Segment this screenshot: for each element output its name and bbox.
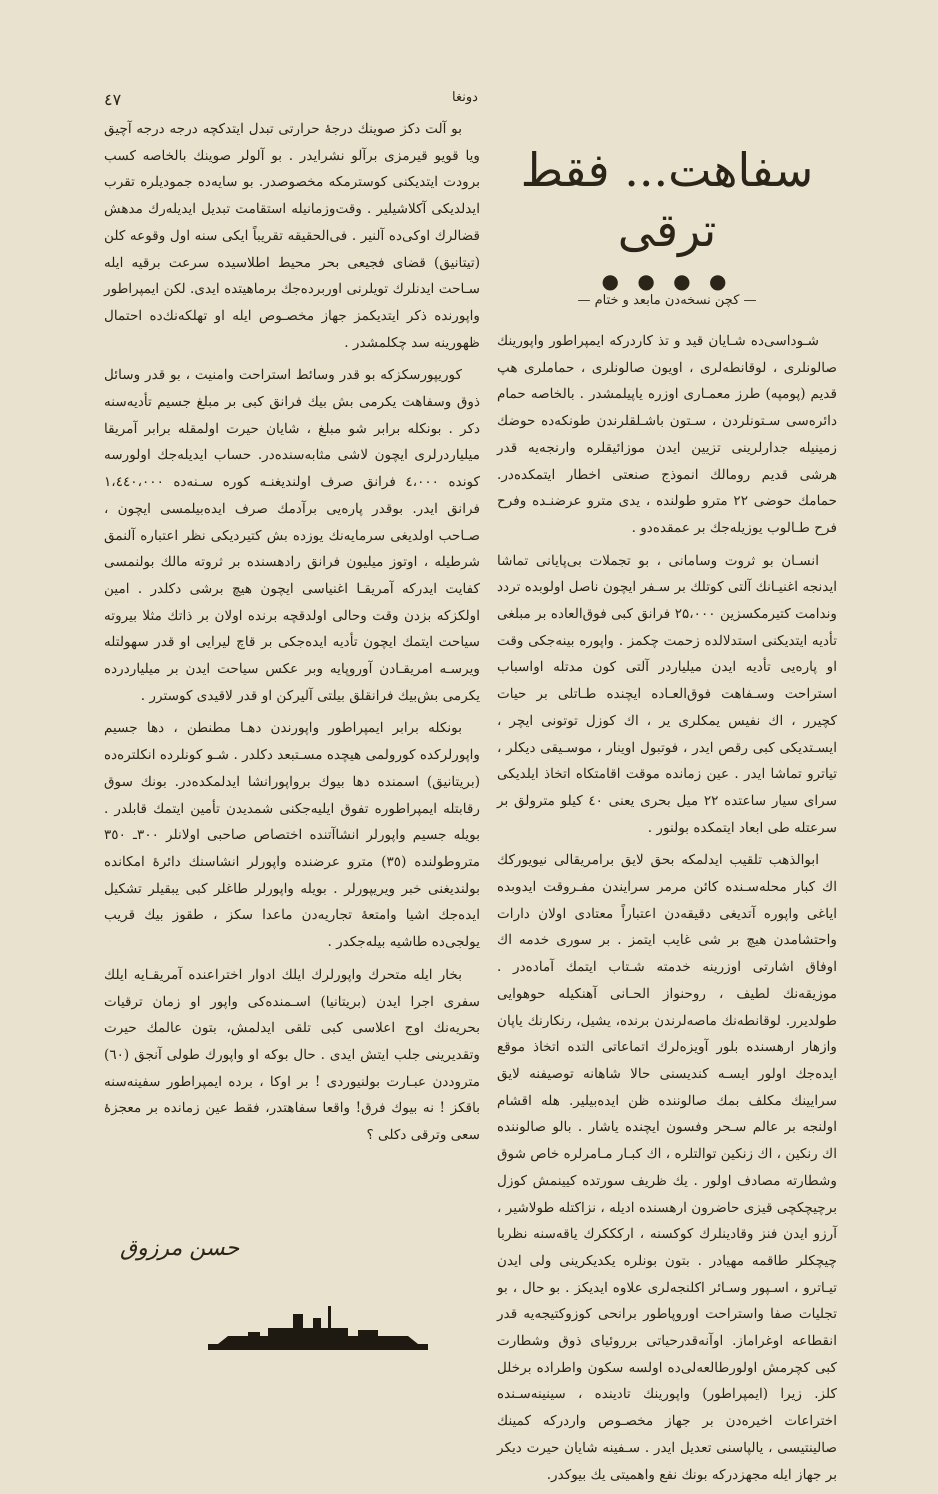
magazine-name: دونغا xyxy=(452,90,478,105)
paragraph: انسـان بو ثروت وسامانی ، بو تجملات بی‌پایانی تماشا ایدنجه اغنیـانك آلتی كوتلك بر سـفر ایچون ناصل اولوبده تردد وندامت كتیرمكسزین ۲۵،۰۰۰ فرانق كبی فوق‌العاده بر مبلغی تأدیه ایتدیكنی استدلالده زحمت چكمز . واپوره بینه‌جكی وقت او پاره‌یی تأدیه ایدن میلیاردر آلتی كون مدتله اواسباب استراحت وسـفاهت فوق‌العـاده ایچنده طـاتلی بر حیات كچیرر ، اك نفیس یمكلری یر ، اك كوزل توتونی ایچر ، ایسـتدیكی كبی رقص ایدر ، فوتبول اوینار ، موسـیقی دیكلر ، تیاترو تماشا ایدر . عین زمانده موقت اقامتكاه اتخاذ ایلدیكی سرای سیار ساعتده ۲۲ میل بحری یعنی ٤٠ كیلو مترولق بر سرعتله طی ابعاد ایتمكده بولنور . xyxy=(497,552,837,836)
author-signature: حسن مرزوق xyxy=(120,1236,240,1261)
paragraph: ابوالذهب تلقیب ایدلمكه بحق لایق برامریقالی نیویوركك اك كبار محله‌سـنده كائن مرمر سرایندن مفـروقت ایدوبده ایاغی واپوره آتدیغی دقیقه‌دن اعتباراً معتادی اولان دارات واحتشامدن هیچ بر شی غایب ایتمز . بر سوری خدمه اك اوفاق اشارتی اوزرینه خدمته شـتاب ایتمك آماده‌در . موزیقه‌نك لطیف ، روحنواز الحـانی آهنكیله حوهوایی طولدیرر. لوقانطه‌نك ماصه‌لرندن برنده، یشیل، رنكارنك یاپان وازهار ارهسنده بلور آویزه‌لرك اتماعاتی التده اتخاذ موقع ایده‌جك اولور ایسـه كندیسنی حالا شاهانه توصیفنه لایق سرایینك مكلف بمك صالوننده ظن ایده‌بیلیر. هله اقشام اولنجه بر عالم سـحر وفسون ایچنده یاشار . بالو صالوننده اك رنكین ، اك زنكین توالتلره ، اك كبـار مـامرلره خاص شوق وشطارته مصادف اولور . یك ظریف سورتده كیینمش كوزل برچیچكچی قیزی حاضرون ارهسنده ادیله ، نزاكتله طولاشیر ، آرزو ایدن فنز وقادینلرك كوكسنه ، اركككرك یاقه‌سنه نظربا چیچكلر طاقمه مهیادر . بتون بونلره یكدیكرینی ولی ایدن تیـاترو ، اسـپور وسـائر اكلنجه‌لری علاوه ایدیكز . بو حال ، بو تجلیات صفا واستراحت اوروپاطور برانحی كوزوكتیجه‌یه قدر انقطاعه اوغراماز. اوآنه‌قدرحیاتی برروئیای ذوق وشطارت كبی كچرمش اولورطالعه‌لی‌ده اولسه سكون واطراده برخلل كلز. زیرا (ایمپراطور) واپورینك تادینده ، سینینه‌سـنده اختراعات اخیره‌دن بر جهاز مخصـوص واردركه كمینك صالینتیسی ، یالپاسنی تعدیل ایدر . سـفینه شایان حیرت دیكر بر جهاز ایله مجهزدركه بونك نفع واهمیتی یك بیوكدر. xyxy=(497,852,837,1483)
article-subtitle: — كچن نسخه‌دن مابعد و ختام — xyxy=(577,293,757,308)
article-title: سفاهت... فقط ترقی xyxy=(520,143,814,257)
paragraph: بو آلت دكز صوینك درجهٔ حرارتی تبدل ایتدكچه درجه درجه آچیق ویا قویو قیرمزی برآلو نشرایدر . بو آلولر صوینك بالخاصه كسب برودت ایتدیكنی كوسترمكه مخصوصدر. بو سایه‌ده جمودیلره تقرب ایدلدیكی آكلاشیلیر . وقت‌وزمانیله استقامت تبدیل ایدیله‌رك مدهش قضالرك اوكی‌ده آلنیر . فی‌الحقیقه تقریباً ایكی سنه اول وقوعه كلن (تیتانیق) قضای فجیعی بحر محیط اطلاسیده سرعت برقیه ایله سـاحت ایدنلرك تویلرنی اوربرده‌جك برماهیتده ایدی. لكن ایمپراطور واپورنده ذكر ایتدیكمز جهاز مخصـوص ایله او تهلكه‌نك‌ده احتمال ظهورینه سد چكلمشدر . xyxy=(104,121,480,351)
right-column xyxy=(497,132,837,1494)
paragraph: بونكله برابر ایمپراطور واپورندن دهـا مطنطن ، دها جسیم واپورلركده كورولمی هیچده مسـتبعد دكلدر . شـو كونلرده انكلتره‌ده (بریتانیق) اسمنده دها بیوك برواپورانشا ایدلمكده‌در. بونك سوق رقابتله ایمپراطوره تفوق ایلیه‌جكنی شمدیدن تأمین ایتمك قابلدر . بویله جسیم واپورلر انشاآتنده اختصاص صاحبی اولانلر ٣٠٠ـ ٣٥٠ متروطولنده (٣٥) مترو عرضنده واپورلر انشاسنك دائرهٔ امكانده بولندیغنی خبر ویریپورلر . بویله واپورلر طاغلر كبی یبقیلر تشكیل ایده‌جك اشیا وامتعهٔ تجاریه‌دن ماعدا سكز ، طقوز بیك قریب یولجی‌ده طاشیه بیله‌جكدر . xyxy=(104,720,481,951)
page-number: ٤٧ xyxy=(104,90,122,109)
paragraph: بخار ایله متحرك واپورلرك ایلك ادوار اختراعنده آمریقـایه ایلك سفری اجرا ایدن (بریتانیا) اسـمنده‌كی واپور او زمان ترقیات بحریه‌نك اوج اعلاسی كبی تلقی ایدلمش، بتون عالمك حیرت وتقدیرینی جلب ایتش ایدی . حال بوكه او واپورك طولی آنجق (٦٠) متروددن عبـارت بولنیوردی ! بر اوكا ، برده ایمپراطور سفینه‌سنه باقكز ! نه بیوك فرق! واقعا سفاهتدر، فقط عین زمانده بر معجزهٔ سعی وترقی دكلی ؟ xyxy=(104,966,480,1144)
paragraph: كوریپورسكزكه بو قدر وسائط استراحت وامنیت ، بو قدر وسائل ذوق وسفاهت یكرمی بش بیك فرانق كبی بر مبلغ جسیم تأدیه‌سنه دكر . بونكله برابر شو مبلغ ، شایان حیرت اولمقله برابر آمریقا میلیاردرلری ایچون لاشی مثابه‌سنده‌در. حساب ایدیله‌جك اولورسه كونده ٤،٠٠٠ فرانق صرف اولندیغنـه كوره سـنه‌ده ١،٤٤٠،٠٠٠ فرانق ایدر. بوقدر پاره‌یی برآدمك صرف ایده‌بیلمسی ایچون ، صـاحب اولدیغی سرمایه‌نك یوزده بش كتیردیكی نظر اعتباره آلنمق شرطیله ، اوتوز میلیون فرانق رادهسنده بر ثروته مالك بولنمسی كفایت ایدركه آمریقـا اغنیاسی ایچون هیچ برشی دكلدر . امین اولكزكه بزدن وقت وحالی اولدقچه برنده اولان بر ذاتك مثلا بیروته سیاحت ایتمك ایچون تأدیه ایده‌جكی بر قاچ لیرایی او قدر سهولتله ویرسـه امریقـادن آوروپایه وبر عكس سیاحت ایدن بر میلیاردرده یكرمی بش‌بیك فرانقلق بیلتی آلیركن او قدر لاقیدی كوسترر . xyxy=(104,367,481,704)
ornament-dots: ● ● ● ● xyxy=(601,269,733,293)
battleship-silhouette-icon xyxy=(208,1300,428,1360)
paragraph: شـوداسی‌ده شـایان قید و تذ كاردركه ایمپراطور واپورینك صالونلری ، لوقانطه‌لری ، اویون صالونلری ، حماملری هپ قدیم (پومپه) طرز معمـاری اوزره یاپیلمشدر . بالخاصه حمام دائره‌سی سـتونلردن ، سـتون باشـلقلرندن طونكه‌ده حوضك زمینیله جدارلرینی تزیین ایدن موزائیقلره وارنجه‌یه قدر هرشی قدیم رومالك انموذج صنعتی اخطار ایتمكده‌در. حمامك حوضی ۲۲ مترو طولنده ، یدی مترو عرضنـده وفرح فرح طـالوب یوزیله‌جك بر عمقده‌دو . xyxy=(497,333,837,536)
left-column xyxy=(104,116,480,1155)
